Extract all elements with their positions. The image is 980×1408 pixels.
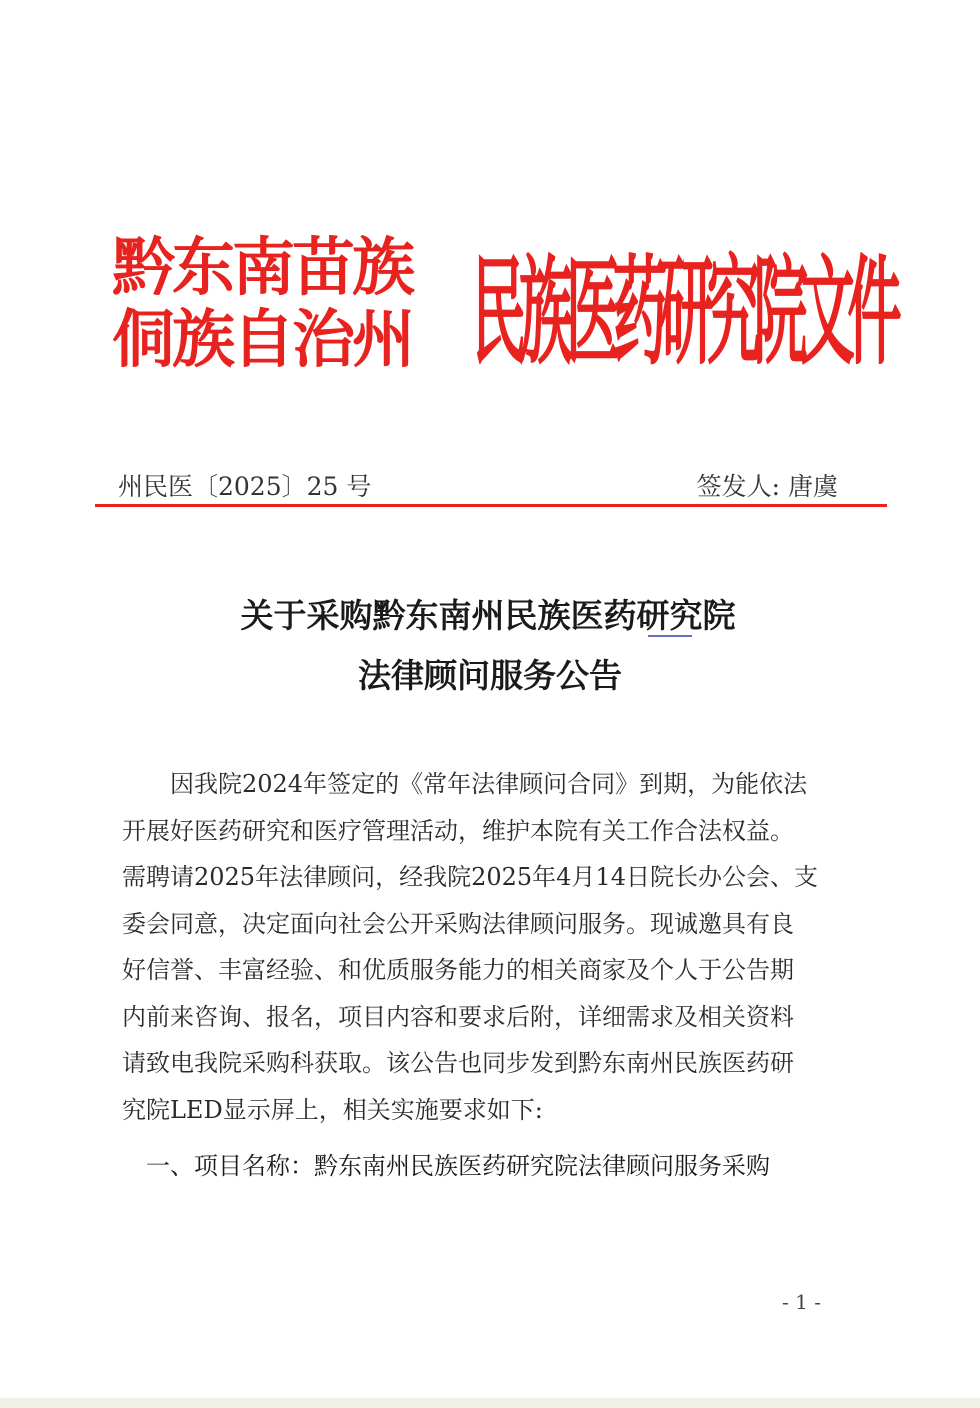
body-line: 因我院2024年签定的《常年法律顾问合同》到期，为能依法	[122, 770, 808, 798]
body-line: 委会同意，决定面向社会公开采购法律顾问服务。现诚邀具有良	[122, 909, 794, 938]
body-line: 究院LED显示屏上，相关实施要求如下:	[122, 1095, 543, 1124]
body-line: 开展好医药研究和医疗管理活动，维护本院有关工作合法权益。	[122, 816, 794, 845]
document-number: 州民医〔2025〕25 号	[118, 472, 372, 501]
page-number: - 1 -	[782, 1290, 821, 1314]
body-line: 请致电我院采购科获取。该公告也同步发到黔东南州民族医药研	[122, 1049, 794, 1077]
letterhead-left	[112, 232, 472, 376]
body-line: 好信誉、丰富经验、和优质服务能力的相关商家及个人于公告期	[122, 956, 794, 984]
letterhead-line-2: 侗族自治州	[112, 303, 412, 376]
bottom-edge-strip	[0, 1398, 980, 1408]
body-line: 内前来咨询、报名，项目内容和要求后附，详细需求及相关资料	[122, 1002, 794, 1031]
red-letterhead	[112, 231, 895, 392]
body-line: 需聘请2025年法律顾问，经我院2025年4月14日院长办公会、支	[122, 863, 818, 891]
underline-mark	[648, 635, 692, 637]
issuer: 签发人: 唐虞	[696, 472, 838, 501]
letterhead-right: 民族医药研究院文件	[472, 243, 895, 381]
title-line-2: 法律顾问服务公告	[358, 656, 622, 695]
red-divider-line	[95, 504, 887, 507]
title-line-1: 关于采购黔东南州民族医药研究院	[240, 596, 736, 635]
body-paragraph	[122, 761, 862, 1133]
document-meta-row	[118, 467, 838, 503]
section-heading-1: 一、项目名称：黔东南州民族医药研究院法律顾问服务采购	[146, 1152, 770, 1180]
letterhead-line-1: 黔东南苗族	[112, 231, 412, 304]
